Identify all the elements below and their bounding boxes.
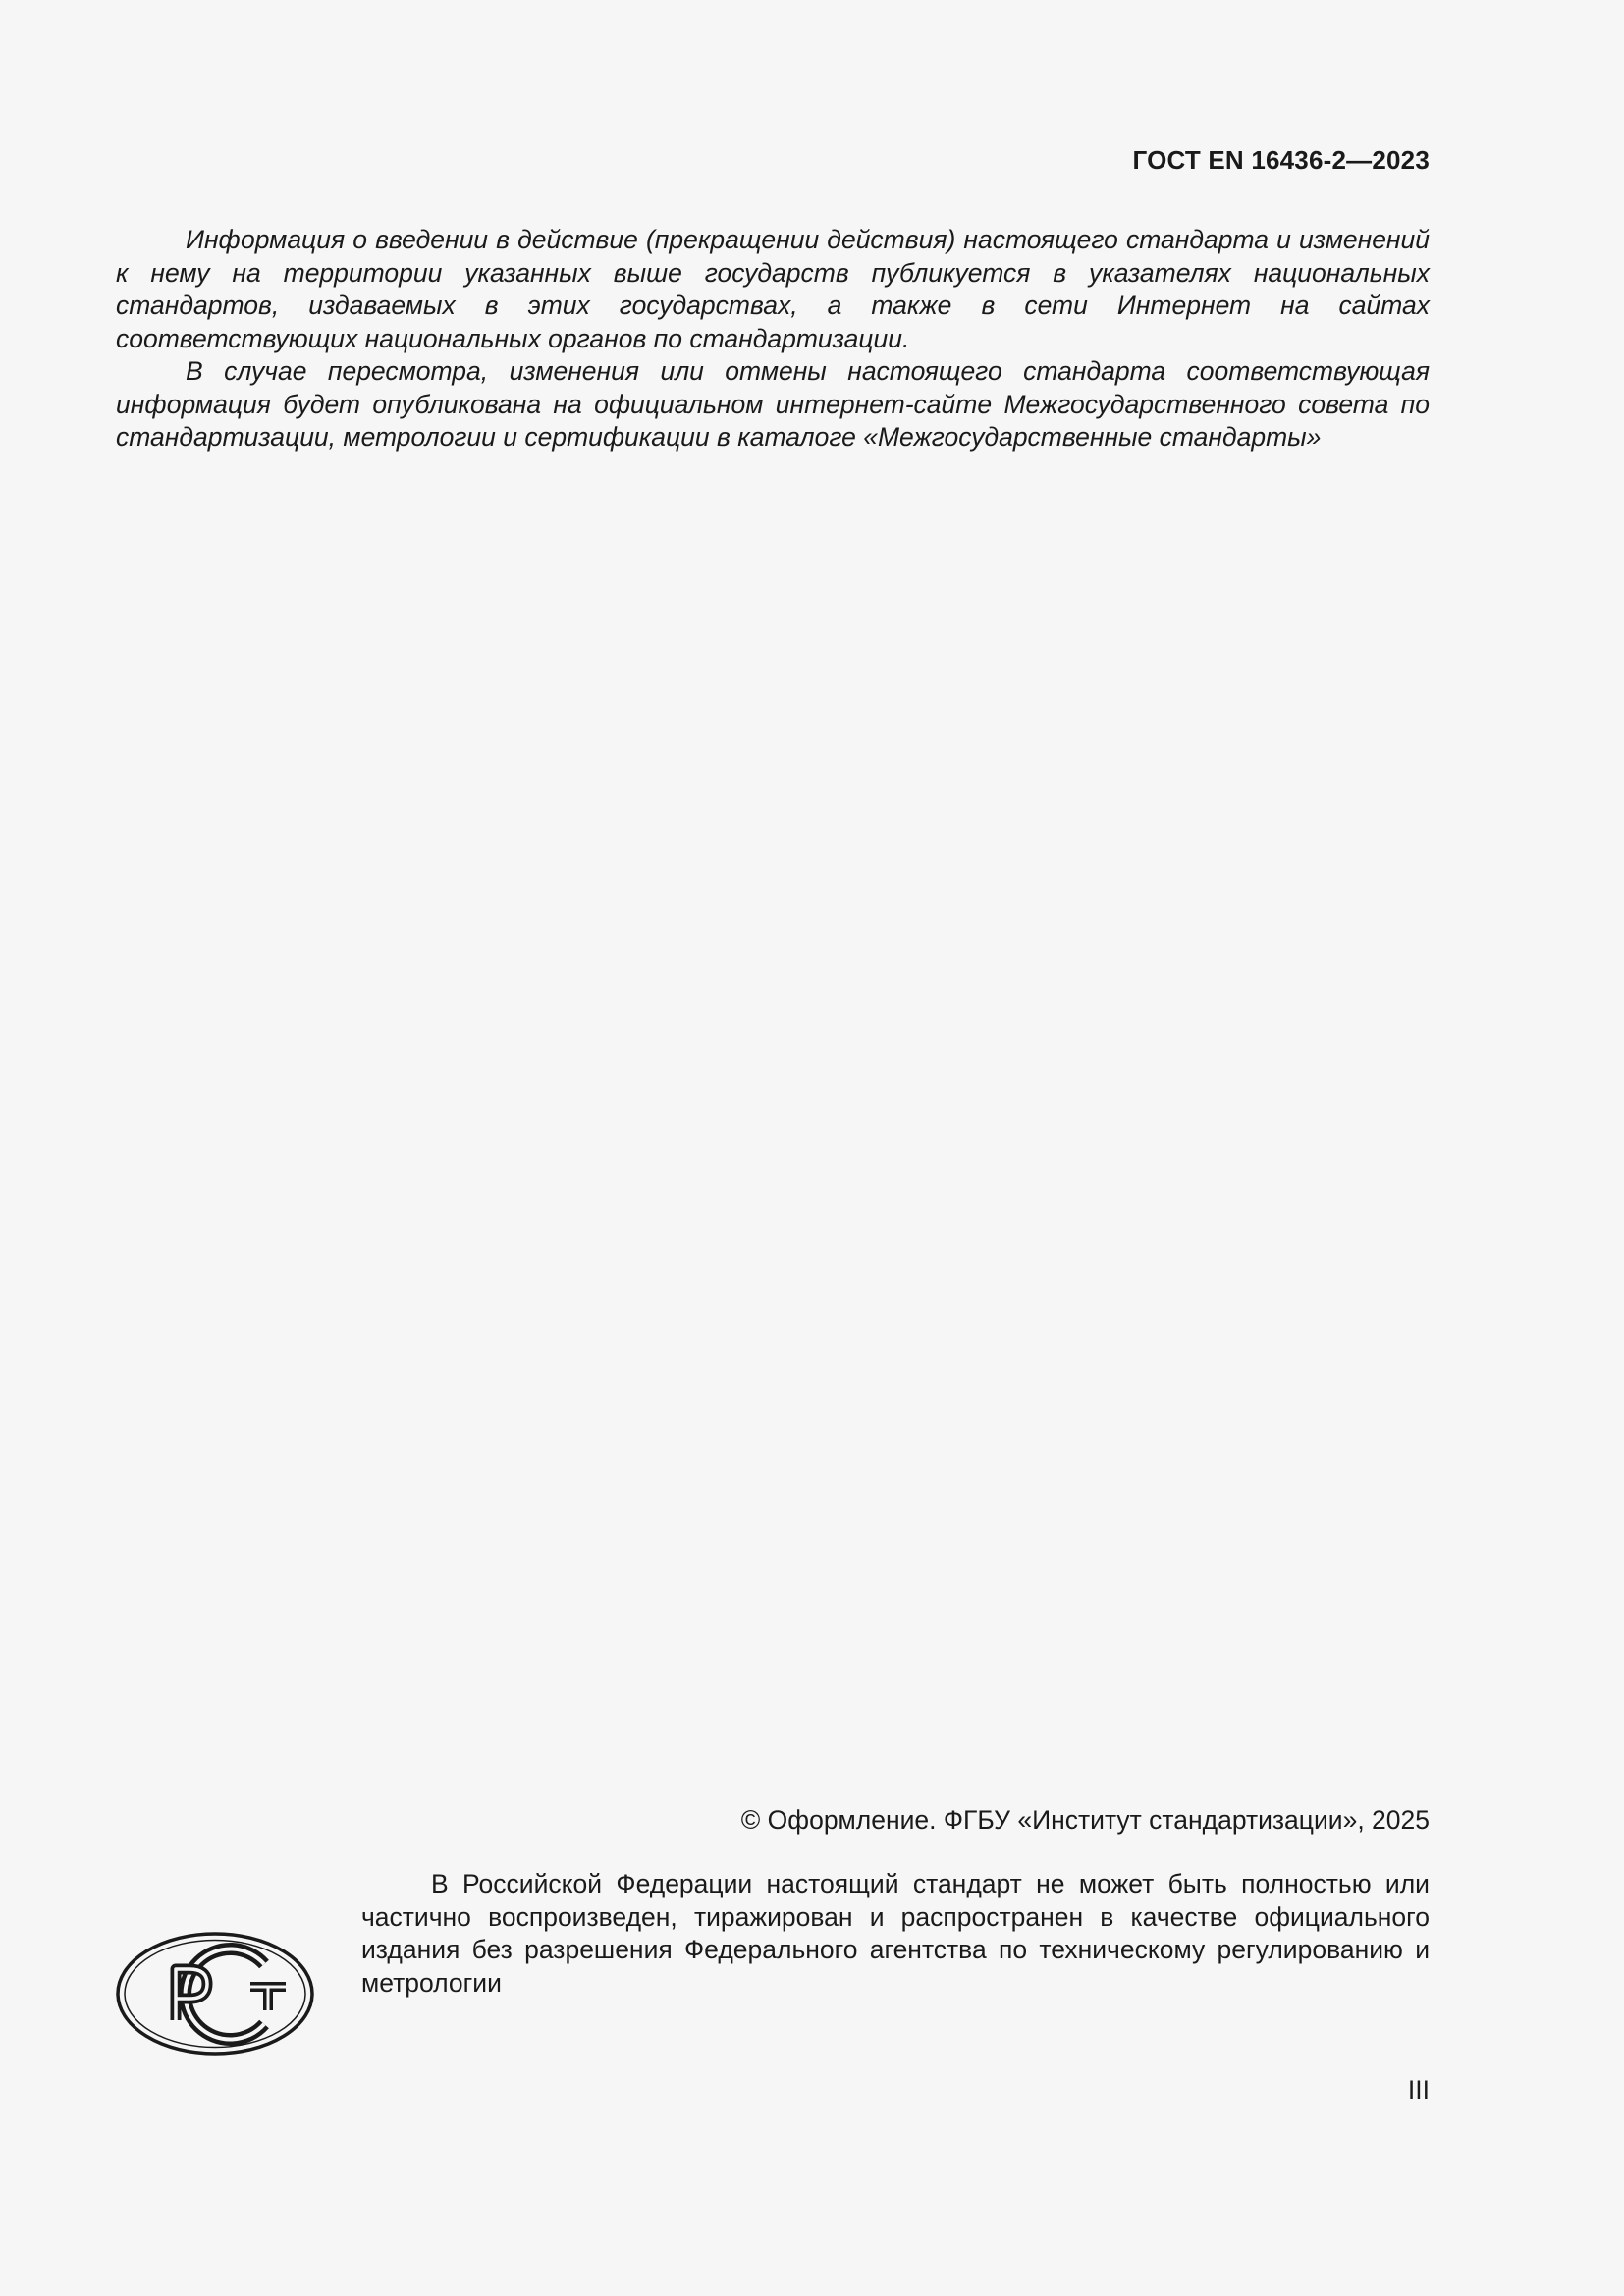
- page-number: III: [1407, 2075, 1430, 2105]
- rst-certification-logo-icon: [115, 1930, 315, 2057]
- document-code: ГОСТ EN 16436-2—2023: [1132, 145, 1430, 175]
- info-paragraph-2: В случае пересмотра, изменения или отмены настоящего стандарта соответствующая информация будет опубликована на официальном интернет-сайте Межгосударственного совета по стандартизации, метрологии и сертификации в каталоге «Межгосударственные стандарты»: [116, 356, 1430, 452]
- reproduction-text: В Российской Федерации настоящий стандарт не может быть полностью или частично воспроизведен, тиражирован и распространен в качестве официального издания без разрешения Федерального агентства по техническому регулированию и метрологии: [361, 1869, 1430, 1998]
- info-paragraph-1: Информация о введении в действие (прекращении действия) настоящего стандарта и изменений к нему на территории указанных выше государств публикуется в указателях национальных стандартов, издаваемых в этих государствах, а также в сети Интернет на сайтах соответствующих национальных органов по стандартизации.: [116, 225, 1430, 353]
- copyright-line: © Оформление. ФГБУ «Институт стандартизации», 2025: [740, 1805, 1430, 1835]
- reproduction-notice: [361, 1868, 1430, 2000]
- publication-info: [116, 224, 1430, 454]
